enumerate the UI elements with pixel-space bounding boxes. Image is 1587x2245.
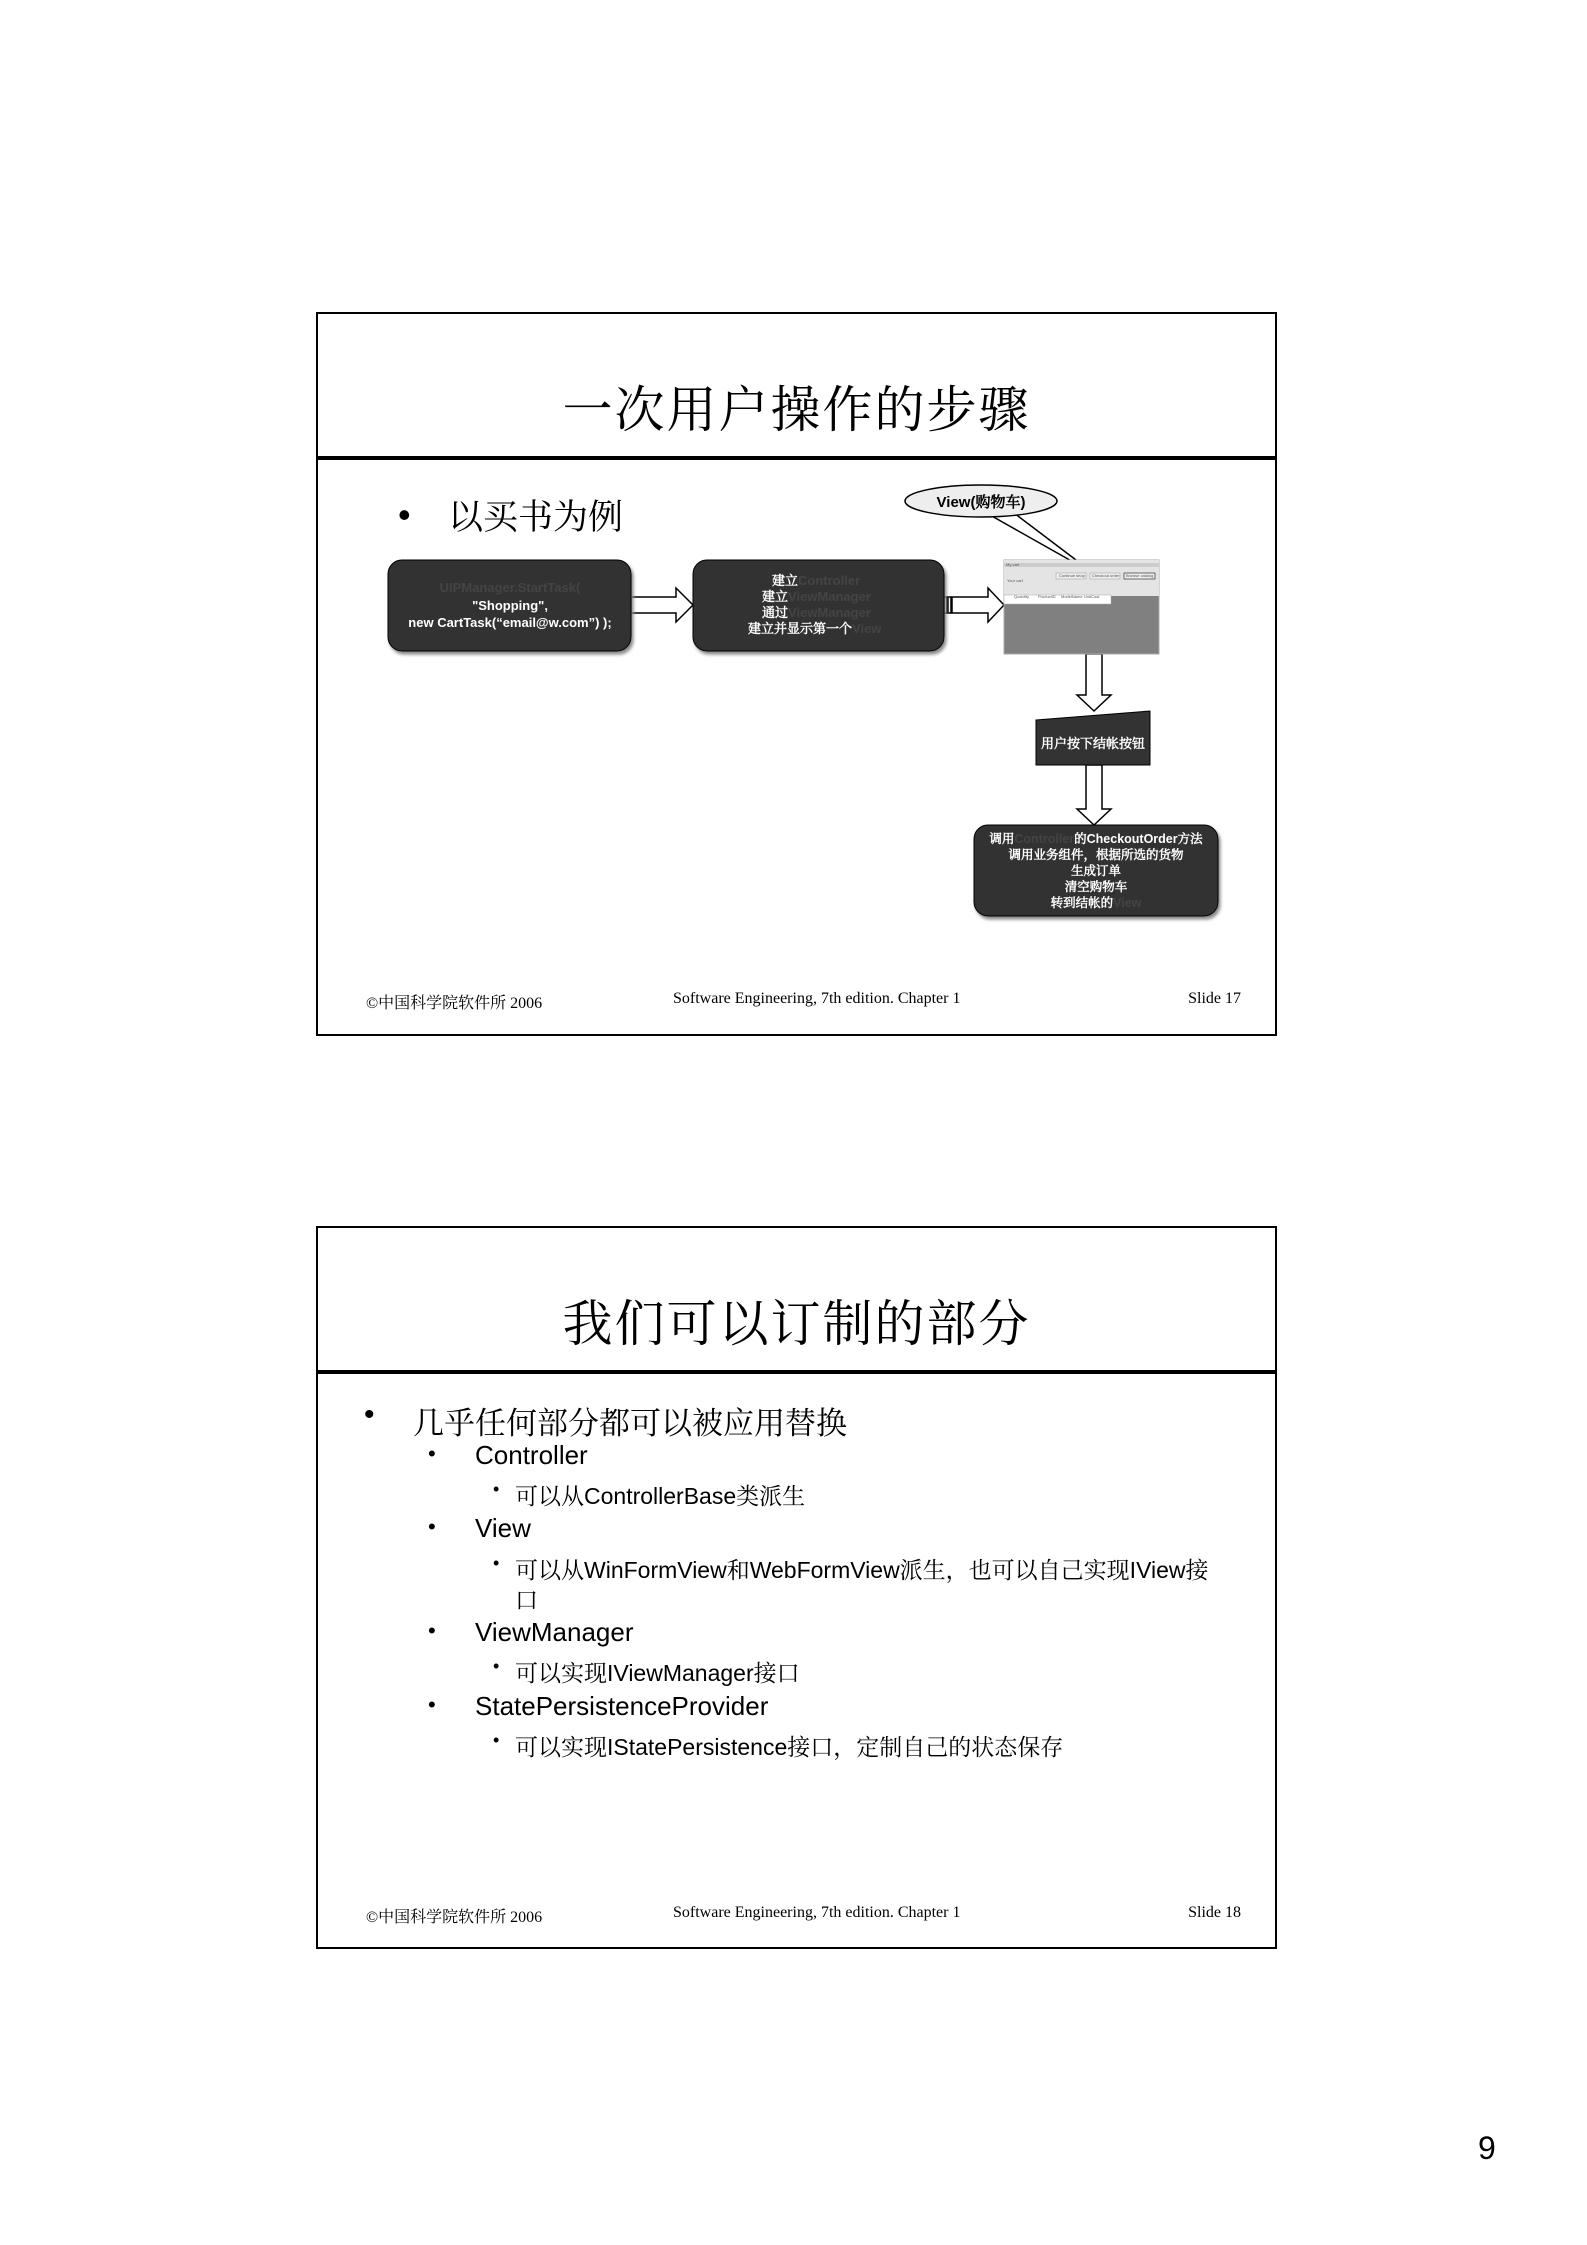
svg-text:ProductID: ProductID — [1038, 594, 1056, 599]
svg-text:ModelName: ModelName — [1061, 594, 1083, 599]
arrow-right-1 — [631, 588, 693, 622]
page-number: 9 — [1478, 2130, 1496, 2166]
code-line-1: UIPManager.StartTask( — [439, 580, 581, 595]
svg-text:建立Controller: 建立Controller — [772, 573, 861, 588]
arrow-right-2 — [952, 588, 1004, 622]
code-line-3: new CartTask(“email@w.com”) ); — [408, 615, 612, 630]
item-view-desc-cont: 口 — [515, 1587, 538, 1613]
svg-text:My cart: My cart — [1006, 562, 1020, 567]
svg-text:清空购物车: 清空购物车 — [1064, 880, 1128, 894]
slide-18: 我们可以订制的部分 • 几乎任何部分都可以被应用替换 • Controller • 可以从ControllerBase类派生 • View • 可以从WinFormView和WebFormView派生，也可以自己实现IView接 口 • ViewManager • 可以实现IViewManager接口 • StatePersistenceProvider • 可以实现IStatePersistence接口，定制自己的状态保存 ©中国科学院软件所 2006 Software Engineering, 7th edition. Chapter 1 Slide 18 — [316, 1226, 1277, 1949]
footer-course: Software Engineering, 7th edition. Chapter 1 — [673, 990, 961, 1007]
item-statepersistence: StatePersistenceProvider — [475, 1691, 769, 1721]
bullet-dot: • — [398, 494, 411, 535]
svg-text:调用业务组件，根据所选的货物: 调用业务组件，根据所选的货物 — [1008, 848, 1184, 862]
svg-text:调用Controller的CheckoutOrder方法: 调用Controller的CheckoutOrder方法 — [989, 832, 1203, 846]
svg-text:Continue shop: Continue shop — [1059, 573, 1085, 578]
callout-pointer — [1010, 510, 1080, 563]
code-line-2: "Shopping", — [472, 598, 548, 613]
item-view-desc: 可以从WinFormView和WebFormView派生，也可以自己实现IView接 — [515, 1557, 1209, 1583]
cart-view-screenshot — [1004, 560, 1159, 654]
svg-text:Checkout order: Checkout order — [1092, 573, 1120, 578]
svg-text:通过ViewManager: 通过ViewManager — [762, 605, 871, 620]
item-view: View — [475, 1513, 531, 1543]
svg-text:生成订单: 生成订单 — [1070, 864, 1122, 878]
item-statepersistence-desc: 可以实现IStatePersistence接口，定制自己的状态保存 — [515, 1734, 1064, 1760]
item-viewmanager: ViewManager — [475, 1617, 634, 1647]
arrow-down-1 — [1077, 654, 1111, 711]
footer-copyright: ©中国科学院软件所 2006 — [366, 995, 543, 1012]
user-action-text: 用户按下结帐按钮 — [1040, 736, 1146, 751]
footer-course: Software Engineering, 7th edition. Chapter 1 — [673, 1904, 961, 1921]
bullet-text: 以买书为例 — [448, 498, 624, 537]
flow-diagram — [0, 0, 1587, 1100]
arrow-down-2 — [1077, 765, 1111, 825]
callout-text: View(购物车) — [936, 494, 1026, 511]
svg-text:UnitCost: UnitCost — [1084, 594, 1100, 599]
svg-text:Browse catalog: Browse catalog — [1126, 573, 1154, 578]
svg-text:建立ViewManager: 建立ViewManager — [762, 589, 871, 604]
svg-text:Your cart: Your cart — [1007, 578, 1023, 583]
svg-text:转到结帐的View: 转到结帐的View — [1050, 896, 1142, 910]
bullet-dot: • — [364, 1398, 375, 1431]
footer-slide-number: Slide 18 — [1188, 1904, 1241, 1921]
svg-text:Quantity: Quantity — [1014, 594, 1029, 599]
item-controller-desc: 可以从ControllerBase类派生 — [515, 1483, 806, 1509]
bullet-text: 几乎任何部分都可以被应用替换 — [413, 1406, 847, 1441]
item-viewmanager-desc: 可以实现IViewManager接口 — [515, 1660, 800, 1686]
slide-title-bar — [318, 1228, 1275, 1374]
slide-title: 我们可以订制的部分 — [562, 1296, 1031, 1352]
item-controller: Controller — [475, 1440, 588, 1470]
footer-copyright: ©中国科学院软件所 2006 — [366, 1909, 543, 1926]
footer-slide-number: Slide 17 — [1188, 990, 1241, 1007]
slide-title: 一次用户操作的步骤 — [562, 382, 1031, 438]
svg-text:建立并显示第一个View: 建立并显示第一个View — [748, 621, 882, 636]
